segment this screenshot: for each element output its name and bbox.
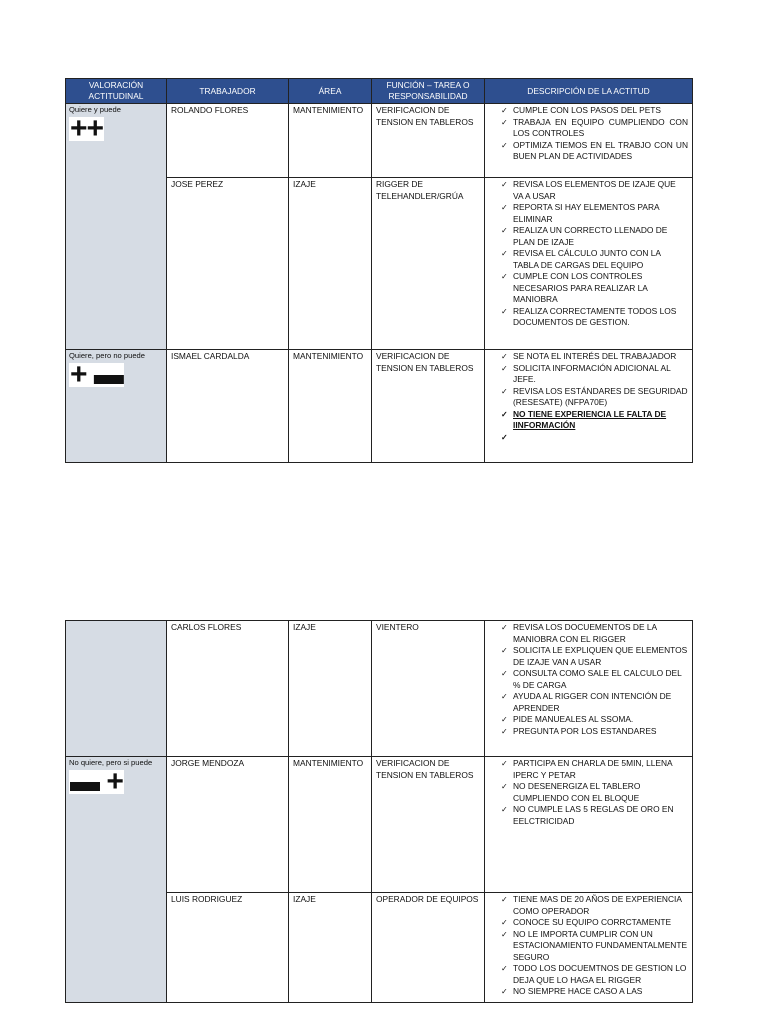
checklist-item: ✓ NO SIEMPRE HACE CASO A LAS: [503, 986, 688, 998]
checklist-item: ✓ REALIZA UN CORRECTO LLENADO DE PLAN DE IZAJE: [503, 225, 688, 248]
checklist-item: ✓ REVISA LOS DOCUEMENTOS DE LA MANIOBRA CON EL RIGGER: [503, 622, 688, 645]
header-row: [66, 79, 693, 104]
valoracion-label: Quiere, pero no puede: [69, 351, 145, 360]
checklist-item: ✓ NO CUMPLE LAS 5 REGLAS DE ORO EN EELCTRICIDAD: [503, 804, 688, 827]
checklist-item: ✓ SOLICITA LE EXPLIQUEN QUE ELEMENTOS DE IZAJE VAN A USAR: [503, 645, 688, 668]
trabajador-cell: LUIS RODRIGUEZ: [167, 893, 289, 1003]
attitude-table-top: [65, 78, 693, 463]
descripcion-cell: [485, 621, 693, 757]
checklist: [489, 105, 688, 163]
checklist-item: ✓ TODO LOS DOCUEMTNOS DE GESTION LO DEJA QUE LO HAGA EL RIGGER: [503, 963, 688, 986]
header-trabajador: TRABAJADOR: [167, 79, 289, 104]
descripcion-cell: [485, 350, 693, 463]
checklist-item: ✓ CUMPLE CON LOS CONTROLES NECESARIOS PARA REALIZAR LA MANIOBRA: [503, 271, 688, 306]
checklist-item: ✓ PREGUNTA POR LOS ESTANDARES: [503, 726, 688, 738]
area-cell: IZAJE: [289, 893, 372, 1003]
area-cell: MANTENIMIENTO: [289, 104, 372, 178]
table-row: [66, 757, 693, 893]
checklist-item: ✓ CONOCE SU EQUIPO CORRCTAMENTE: [503, 917, 688, 929]
checklist-item: ✓ OPTIMIZA TIEMOS EN EL TRABJO CON UN BUEN PLAN DE ACTIVIDADES: [503, 140, 688, 163]
table-row: [66, 104, 693, 178]
checklist-item: ✓ TRABAJA EN EQUIPO CUMPLIENDO CON LOS CONTROLES: [503, 117, 688, 140]
descripcion-cell: [485, 104, 693, 178]
header-funcion: FUNCIÓN – TAREA O RESPONSABILIDAD: [372, 79, 485, 104]
double-plus-icon: ++: [70, 112, 104, 145]
checklist: [489, 351, 688, 432]
trabajador-cell: ISMAEL CARDALDA: [167, 350, 289, 463]
area-cell: MANTENIMIENTO: [289, 757, 372, 893]
header-area: ÁREA: [289, 79, 372, 104]
trabajador-cell: JOSE PEREZ: [167, 178, 289, 350]
checklist: [489, 758, 688, 827]
area-cell: IZAJE: [289, 621, 372, 757]
checklist-item: ✓ SE NOTA EL INTERÉS DEL TRABAJADOR: [503, 351, 688, 363]
valoracion-label: Quiere y puede: [69, 105, 121, 114]
checklist-item: ✓ PIDE MANUEALES AL SSOMA.: [503, 714, 688, 726]
valoracion-cell: [66, 104, 167, 350]
trabajador-cell: CARLOS FLORES: [167, 621, 289, 757]
funcion-cell: VERIFICACION DE TENSION EN TABLEROS: [372, 104, 485, 178]
checklist-item: ✓ REVISA LOS ESTÁNDARES DE SEGURIDAD (RESESATE) (NFPA70E): [503, 386, 688, 409]
attitude-table-bottom: [65, 620, 693, 1003]
trabajador-cell: ROLANDO FLORES: [167, 104, 289, 178]
area-cell: MANTENIMIENTO: [289, 350, 372, 463]
area-cell: IZAJE: [289, 178, 372, 350]
valoracion-cell: [66, 350, 167, 463]
funcion-cell: VERIFICACION DE TENSION EN TABLEROS: [372, 350, 485, 463]
checklist: [489, 622, 688, 737]
descripcion-cell: [485, 893, 693, 1003]
checklist-item: ✓ NO TIENE EXPERIENCIA LE FALTA DE IINFORMACIÓN: [503, 409, 688, 432]
funcion-cell: RIGGER DE TELEHANDLER/GRÚA: [372, 178, 485, 350]
funcion-cell: VIENTERO: [372, 621, 485, 757]
table-row: [66, 350, 693, 463]
table-row: [66, 621, 693, 757]
checklist-item: ✓ CONSULTA COMO SALE EL CALCULO DEL % DE CARGA: [503, 668, 688, 691]
checklist: [489, 894, 688, 998]
plus-minus-icon: + ▬: [70, 358, 123, 391]
checklist-item: ✓ TIENE MAS DE 20 AÑOS DE EXPERIENCIA COMO OPERADOR: [503, 894, 688, 917]
checklist-item: ✓ CUMPLE CON LOS PASOS DEL PETS: [503, 105, 688, 117]
checklist: [489, 179, 688, 329]
header-valoracion: VALORACIÓN ACTITUDINAL: [66, 79, 167, 104]
valoracion-cell: [66, 621, 167, 757]
checklist-item: ✓ PARTICIPA EN CHARLA DE 5MIN, LLENA IPERC Y PETAR: [503, 758, 688, 781]
trabajador-cell: JORGE MENDOZA: [167, 757, 289, 893]
valoracion-label: No quiere, pero si puede: [69, 758, 153, 767]
checklist-item: ✓ REVISA EL CÁLCULO JUNTO CON LA TABLA DE CARGAS DEL EQUIPO: [503, 248, 688, 271]
checklist-item: ✓ NO DESENERGIZA EL TABLERO CUMPLIENDO CON EL BLOQUE: [503, 781, 688, 804]
funcion-cell: OPERADOR DE EQUIPOS: [372, 893, 485, 1003]
checklist-item: ✓ AYUDA AL RIGGER CON INTENCIÓN DE APRENDER: [503, 691, 688, 714]
checklist-item: ✓ REALIZA CORRECTAMENTE TODOS LOS DOCUMENTOS DE GESTION.: [503, 306, 688, 329]
checklist-item: ✓ REPORTA SI HAY ELEMENTOS PARA ELIMINAR: [503, 202, 688, 225]
descripcion-cell: [485, 178, 693, 350]
checklist-item: ✓ SOLICITA INFORMACIÓN ADICIONAL AL JEFE.: [503, 363, 688, 386]
minus-plus-icon: ▬ +: [70, 765, 123, 798]
valoracion-cell: [66, 757, 167, 1003]
funcion-cell: VERIFICACION DE TENSION EN TABLEROS: [372, 757, 485, 893]
checklist-item: ✓ REVISA LOS ELEMENTOS DE IZAJE QUE VA A USAR: [503, 179, 688, 202]
checklist-item: ✓ NO LE IMPORTA CUMPLIR CON UN ESTACIONAMIENTO FUNDAMENTALMENTE SEGURO: [503, 929, 688, 964]
header-descripcion: DESCRIPCIÓN DE LA ACTITUD: [485, 79, 693, 104]
descripcion-cell: [485, 757, 693, 893]
